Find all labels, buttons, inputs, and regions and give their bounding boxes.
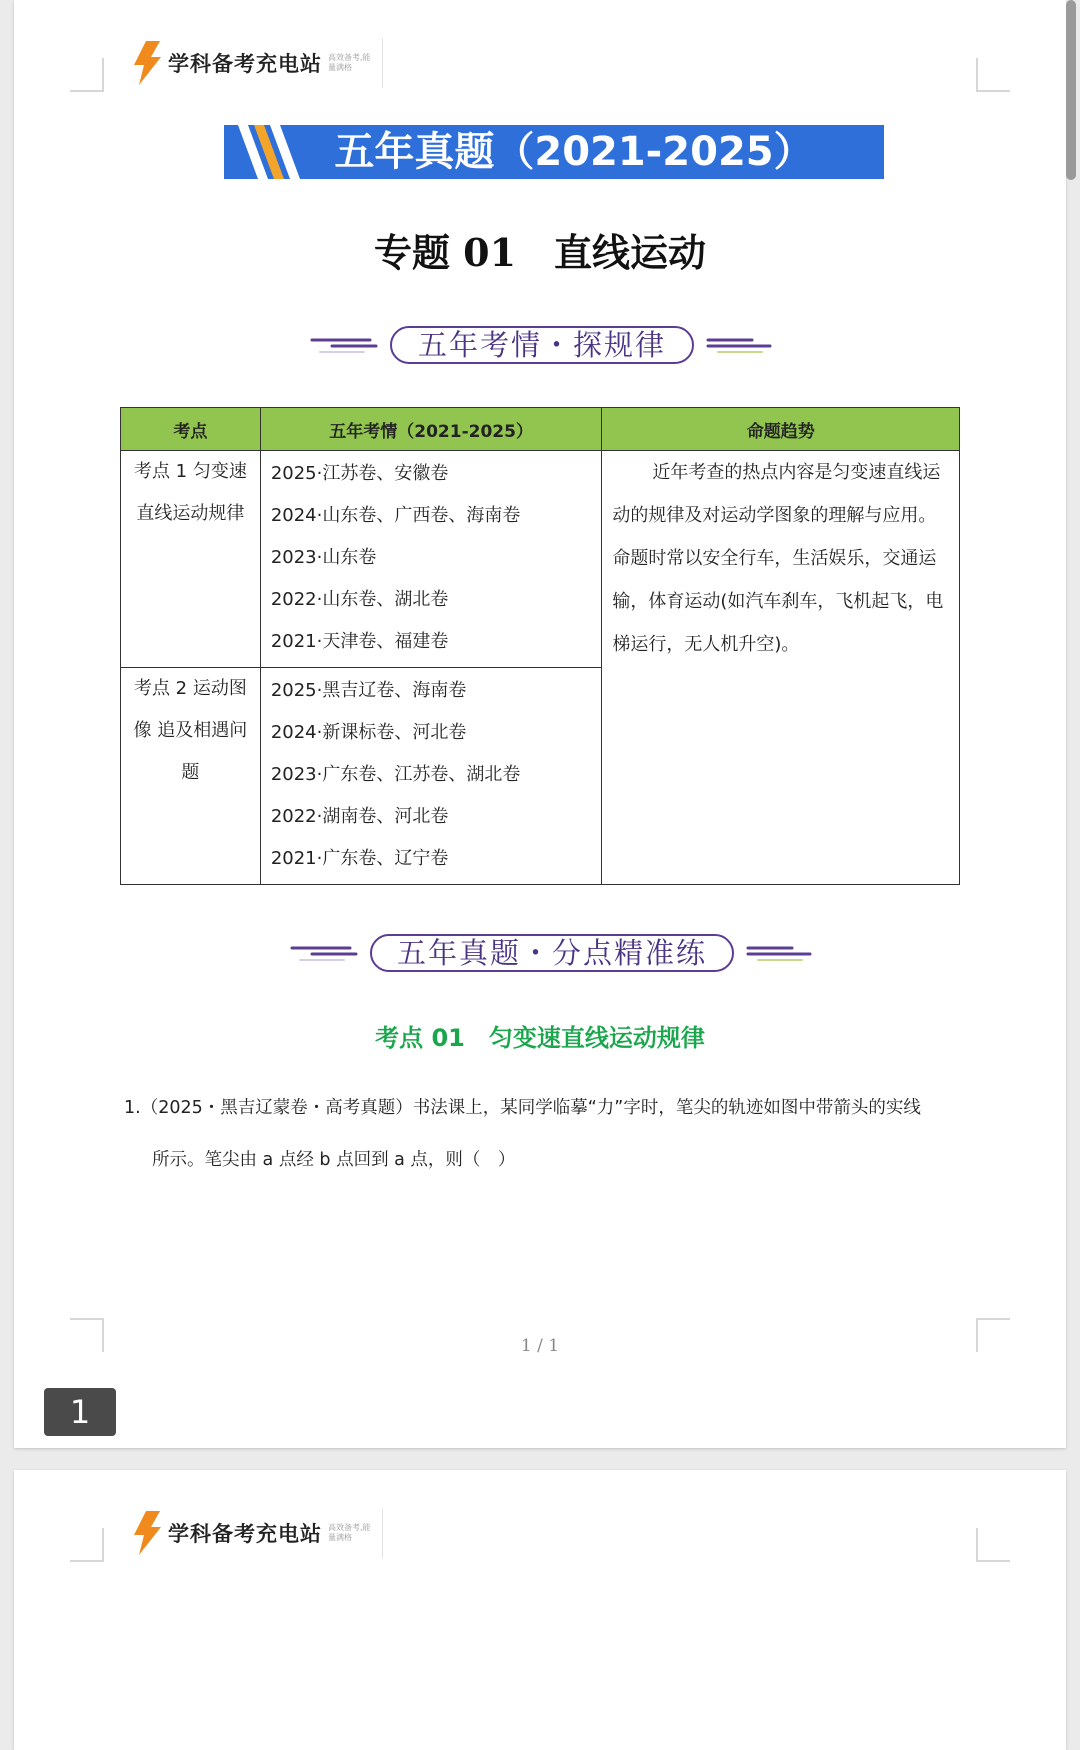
year-entry: 2022·湖南卷、河北卷 <box>270 806 449 827</box>
topic-cell: 考点 2 运动图像 追及相遇问题 <box>121 668 261 885</box>
section-label: 五年考情・探规律 <box>390 326 694 364</box>
scrollbar-thumb[interactable] <box>1066 0 1076 180</box>
crop-mark <box>976 58 1010 92</box>
decorative-lines <box>290 942 360 964</box>
topic-cell: 考点 1 匀变速直线运动规律 <box>121 451 261 668</box>
brand-name: 学科备考充电站 <box>168 1522 322 1546</box>
trend-text: 近年考查的热点内容是匀变速直线运动的规律及对运动学图象的理解与应用。命题时常以安全行车，生活娱乐，交通运输，体育运动(如汽车刹车，飞机起飞，电梯运行，无人机升空)。 <box>612 462 944 655</box>
brand-logo <box>130 38 383 88</box>
page-number-badge[interactable]: 1 <box>44 1388 116 1436</box>
title-banner <box>224 125 884 179</box>
years-cell <box>260 668 602 885</box>
section-label: 五年真题・分点精准练 <box>370 934 734 972</box>
knowledge-point-title: 考点 01 匀变速直线运动规律 <box>375 1024 705 1052</box>
year-entry: 2022·山东卷、湖北卷 <box>270 589 449 610</box>
table-header-cell: 命题趋势 <box>602 408 960 451</box>
lightning-bolt-icon <box>132 41 162 85</box>
table-row <box>121 451 960 668</box>
crop-mark <box>70 1528 104 1562</box>
topic-title: 专题 01 直线运动 <box>373 230 707 275</box>
brand-name: 学科备考充电站 <box>168 52 322 76</box>
trend-cell <box>602 451 960 885</box>
page-indicator: 1 / 1 <box>520 1336 560 1356</box>
year-entry: 2024·新课标卷、河北卷 <box>270 722 467 743</box>
question-text-line: 1.（2025・黑吉辽蒙卷・高考真题）书法课上，某同学临摹“力”字时，笔尖的轨迹如图中带箭头的实线 <box>124 1098 921 1118</box>
year-entry: 2025·江苏卷、安徽卷 <box>270 463 449 484</box>
exam-analysis-table <box>120 407 960 885</box>
document-page-1 <box>14 0 1066 1448</box>
year-entry: 2023·广东卷、江苏卷、湖北卷 <box>270 764 521 785</box>
document-page-2 <box>14 1470 1066 1750</box>
year-entry: 2021·天津卷、福建卷 <box>270 631 449 652</box>
brand-slogan: 高效备考,能量满格 <box>328 53 371 72</box>
banner-title: 五年真题（2021-2025） <box>334 129 814 175</box>
lightning-bolt-icon <box>132 1511 162 1555</box>
year-entry: 2023·山东卷 <box>270 547 377 568</box>
table-header-row <box>121 408 960 451</box>
section-header-practice <box>14 934 1066 974</box>
brand-logo <box>130 1508 383 1558</box>
brand-slogan: 高效备考,能量满格 <box>328 1523 371 1542</box>
decorative-lines <box>310 334 380 356</box>
question-text-line: 所示。笔尖由 a 点经 b 点回到 a 点，则（ ） <box>152 1150 516 1170</box>
decorative-lines <box>744 942 814 964</box>
table-header-cell: 五年考情（2021-2025） <box>260 408 602 451</box>
table-header-cell: 考点 <box>121 408 261 451</box>
years-cell <box>260 451 602 668</box>
section-header-exam-analysis <box>14 326 1066 366</box>
crop-mark <box>70 58 104 92</box>
year-entry: 2024·山东卷、广西卷、海南卷 <box>270 505 521 526</box>
question-1 <box>124 1082 994 1186</box>
year-entry: 2021·广东卷、辽宁卷 <box>270 848 449 869</box>
decorative-lines <box>704 334 774 356</box>
year-entry: 2025·黑吉辽卷、海南卷 <box>270 680 467 701</box>
crop-mark <box>976 1528 1010 1562</box>
